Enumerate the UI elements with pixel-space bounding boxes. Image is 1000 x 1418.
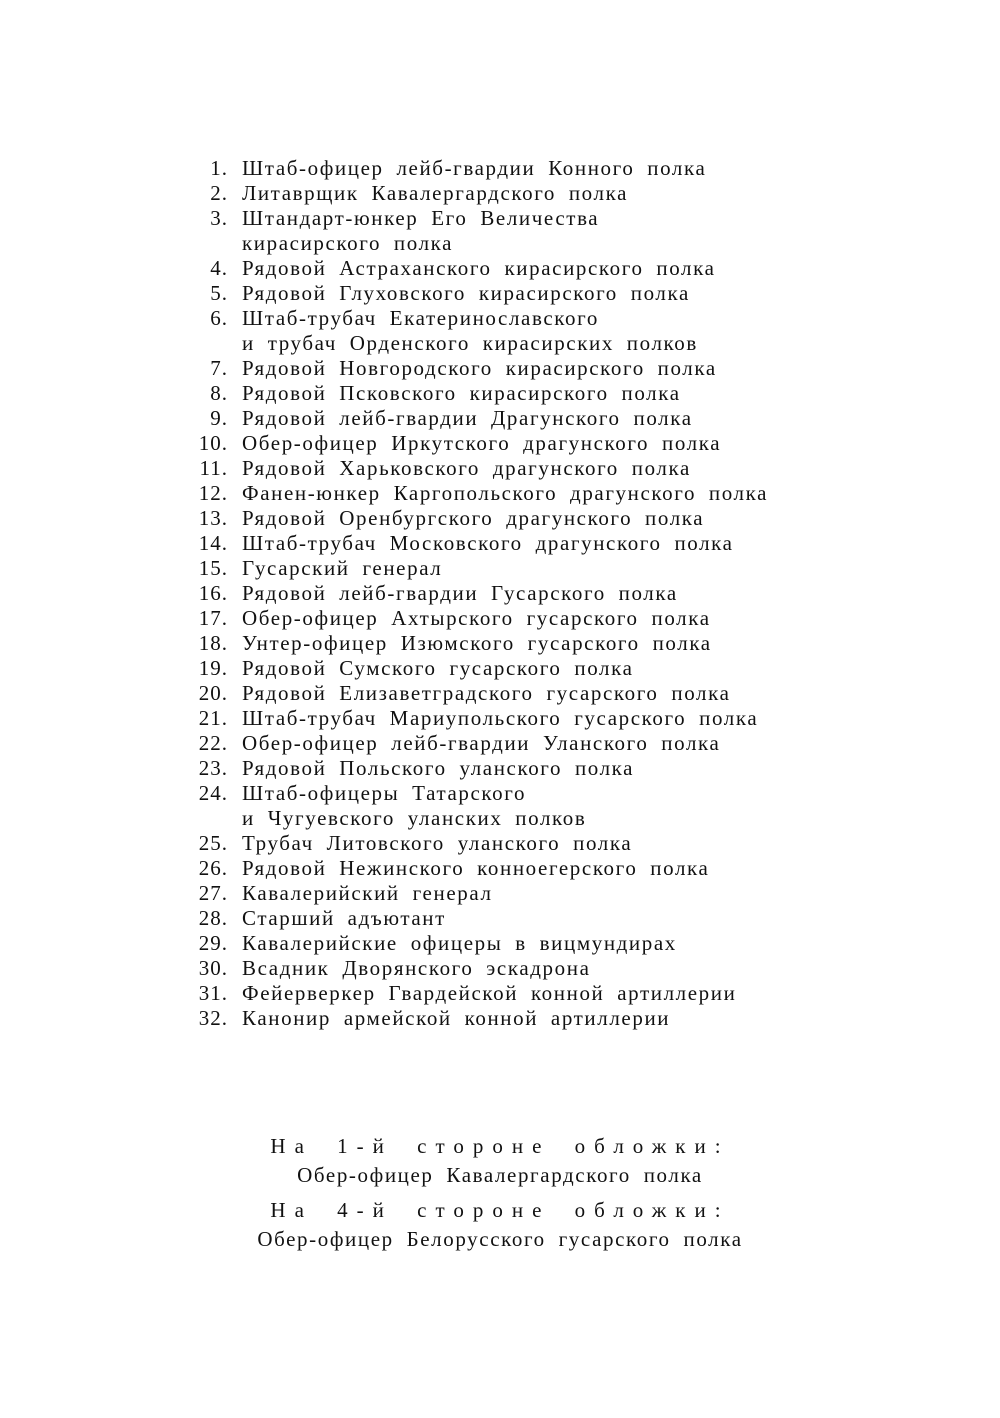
- list-item-text: [242, 831, 632, 856]
- list-item-text: [242, 181, 628, 206]
- list-item-text: [242, 856, 709, 881]
- list-item-text: [242, 731, 720, 756]
- list-item-line: Рядовой Нежинского конноегерского полка: [242, 856, 710, 880]
- list-item-text: [242, 981, 736, 1006]
- list-item-number: 4.: [210, 256, 228, 280]
- list-item-line: Литаврщик Кавалергардского полка: [242, 181, 628, 205]
- list-item-text: [242, 356, 717, 381]
- list-item-text: [242, 706, 758, 731]
- list-item-number: 25.: [198, 831, 228, 855]
- list-item-text: [242, 581, 678, 606]
- list-item-text: [242, 256, 716, 281]
- list-item-line: Обер-офицер лейб-гвардии Уланского полка: [242, 731, 721, 755]
- list-item-line: Рядовой Глуховского кирасирского полка: [242, 281, 690, 305]
- list-item-number: 8.: [210, 381, 228, 405]
- list-item: [0, 631, 1000, 656]
- list-item-line: Рядовой лейб-гвардии Драгунского полка: [242, 406, 693, 430]
- list-item-line: Рядовой Елизаветградского гусарского полка: [242, 681, 731, 705]
- list-item: [0, 881, 1000, 906]
- list-item-number: 19.: [198, 656, 228, 680]
- list-item-line: и Чугуевского уланских полков: [242, 806, 587, 830]
- list-item-number: 32.: [198, 1006, 228, 1030]
- list-item: [0, 656, 1000, 681]
- list-item-line: Рядовой Харьковского драгунского полка: [242, 456, 691, 480]
- list-item-line: Рядовой Астраханского кирасирского полка: [242, 256, 716, 280]
- list-item: [0, 406, 1000, 431]
- list-item-line: Трубач Литовского уланского полка: [242, 831, 633, 855]
- list-item-line: Унтер-офицер Изюмского гусарского полка: [242, 631, 712, 655]
- list-item-text: [242, 956, 591, 981]
- list-item: [0, 581, 1000, 606]
- list-item-number: 22.: [198, 731, 228, 755]
- list-item-number: 14.: [198, 531, 228, 555]
- list-item: [0, 556, 1000, 581]
- list-item-text: [242, 281, 690, 306]
- list-item: [0, 981, 1000, 1006]
- list-item: [0, 281, 1000, 306]
- list-item-number: 29.: [198, 931, 228, 955]
- list-item-line: Штандарт-юнкер Его Величества: [242, 206, 600, 230]
- list-item-number: 10.: [198, 431, 228, 455]
- list-item-line: Рядовой Польского уланского полка: [242, 756, 635, 780]
- list-item-text: [242, 531, 734, 556]
- front-cover-caption: Обер-офицер Кавалергардского полка: [297, 1163, 703, 1187]
- list-item-line: Штаб-трубач Московского драгунского полка: [242, 531, 734, 555]
- list-item-number: 12.: [198, 481, 228, 505]
- list-item-line: Рядовой лейб-гвардии Гусарского полка: [242, 581, 678, 605]
- list-item-line: Обер-офицер Ахтырского гусарского полка: [242, 606, 711, 630]
- list-item-number: 20.: [198, 681, 228, 705]
- list-item-number: 18.: [198, 631, 228, 655]
- list-item-number: 9.: [210, 406, 228, 430]
- list-item-number: 7.: [210, 356, 228, 380]
- list-item: [0, 831, 1000, 856]
- list-item: [0, 431, 1000, 456]
- list-item-text: [242, 781, 586, 831]
- list-item-line: Фанен-юнкер Каргопольского драгунского полка: [242, 481, 769, 505]
- list-item: [0, 456, 1000, 481]
- list-item-number: 30.: [198, 956, 228, 980]
- list-item-number: 13.: [198, 506, 228, 530]
- list-item-line: Кавалерийские офицеры в вицмундирах: [242, 931, 677, 955]
- list-item: [0, 931, 1000, 956]
- list-item-text: [242, 206, 599, 256]
- list-item: [0, 756, 1000, 781]
- list-item-number: 5.: [210, 281, 228, 305]
- list-item-line: Штаб-трубач Мариупольского гусарского полка: [242, 706, 759, 730]
- list-item: [0, 181, 1000, 206]
- list-item-text: [242, 1006, 670, 1031]
- list-item: [0, 706, 1000, 731]
- list-item-text: [242, 406, 693, 431]
- list-item: [0, 956, 1000, 981]
- list-item-text: [242, 306, 698, 356]
- list-item-text: [242, 156, 706, 181]
- list-item-line: Всадник Дворянского эскадрона: [242, 956, 591, 980]
- list-item-line: Рядовой Оренбургского драгунского полка: [242, 506, 705, 530]
- back-cover-caption: Обер-офицер Белорусского гусарского полка: [257, 1227, 743, 1251]
- list-item-number: 26.: [198, 856, 228, 880]
- list-item-text: [242, 431, 721, 456]
- list-item: [0, 356, 1000, 381]
- list-item-number: 24.: [198, 781, 228, 805]
- list-item: [0, 481, 1000, 506]
- list-item-line: Фейерверкер Гвардейской конной артиллерии: [242, 981, 737, 1005]
- list-item: [0, 381, 1000, 406]
- list-item-number: 15.: [198, 556, 228, 580]
- list-item: [0, 306, 1000, 356]
- list-item-line: Рядовой Новгородского кирасирского полка: [242, 356, 717, 380]
- list-item-text: [242, 381, 681, 406]
- list-item: [0, 206, 1000, 256]
- list-item-line: Старший адъютант: [242, 906, 446, 930]
- list-item-text: [242, 681, 731, 706]
- list-item-line: Штаб-офицер лейб-гвардии Конного полка: [242, 156, 707, 180]
- list-item-number: 23.: [198, 756, 228, 780]
- list-item: [0, 606, 1000, 631]
- list-item-line: Канонир армейской конной артиллерии: [242, 1006, 671, 1030]
- list-item: [0, 531, 1000, 556]
- list-item-number: 27.: [198, 881, 228, 905]
- cover-notes: [0, 1132, 1000, 1260]
- list-item: [0, 1006, 1000, 1031]
- list-item-text: [242, 481, 768, 506]
- list-item-text: [242, 756, 634, 781]
- list-item-number: 31.: [198, 981, 228, 1005]
- front-cover-heading: На 1-й стороне обложки:: [270, 1134, 730, 1158]
- list-item: [0, 781, 1000, 831]
- list-item: [0, 731, 1000, 756]
- illustration-list: [0, 156, 1000, 1031]
- list-item-line: Штаб-офицеры Татарского: [242, 781, 527, 805]
- list-item-line: Рядовой Сумского гусарского полка: [242, 656, 634, 680]
- back-cover-heading: На 4-й стороне обложки:: [270, 1198, 730, 1222]
- list-item-text: [242, 606, 711, 631]
- list-item-number: 11.: [199, 456, 228, 480]
- list-item-number: 17.: [198, 606, 228, 630]
- list-item-text: [242, 631, 712, 656]
- list-item-number: 16.: [198, 581, 228, 605]
- list-item-line: Гусарский генерал: [242, 556, 443, 580]
- list-item: [0, 506, 1000, 531]
- list-item-line: кирасирского полка: [242, 231, 454, 255]
- list-item-number: 21.: [198, 706, 228, 730]
- list-item-line: Обер-офицер Иркутского драгунского полка: [242, 431, 722, 455]
- list-item-number: 28.: [198, 906, 228, 930]
- list-item: [0, 256, 1000, 281]
- list-item-text: [242, 556, 442, 581]
- list-item-line: Кавалерийский генерал: [242, 881, 493, 905]
- list-item-number: 3.: [210, 206, 228, 230]
- list-item-text: [242, 456, 691, 481]
- list-item-number: 1.: [210, 156, 228, 180]
- list-item-number: 6.: [210, 306, 228, 330]
- list-item-text: [242, 656, 634, 681]
- list-item-text: [242, 906, 446, 931]
- list-item: [0, 906, 1000, 931]
- list-item: [0, 856, 1000, 881]
- list-item-text: [242, 931, 677, 956]
- list-item-line: Штаб-трубач Екатеринославского: [242, 306, 599, 330]
- list-item-text: [242, 506, 704, 531]
- list-item: [0, 681, 1000, 706]
- list-item-text: [242, 881, 493, 906]
- list-item: [0, 156, 1000, 181]
- list-item-line: Рядовой Псковского кирасирского полка: [242, 381, 681, 405]
- list-item-line: и трубач Орденского кирасирских полков: [242, 331, 698, 355]
- list-item-number: 2.: [210, 181, 228, 205]
